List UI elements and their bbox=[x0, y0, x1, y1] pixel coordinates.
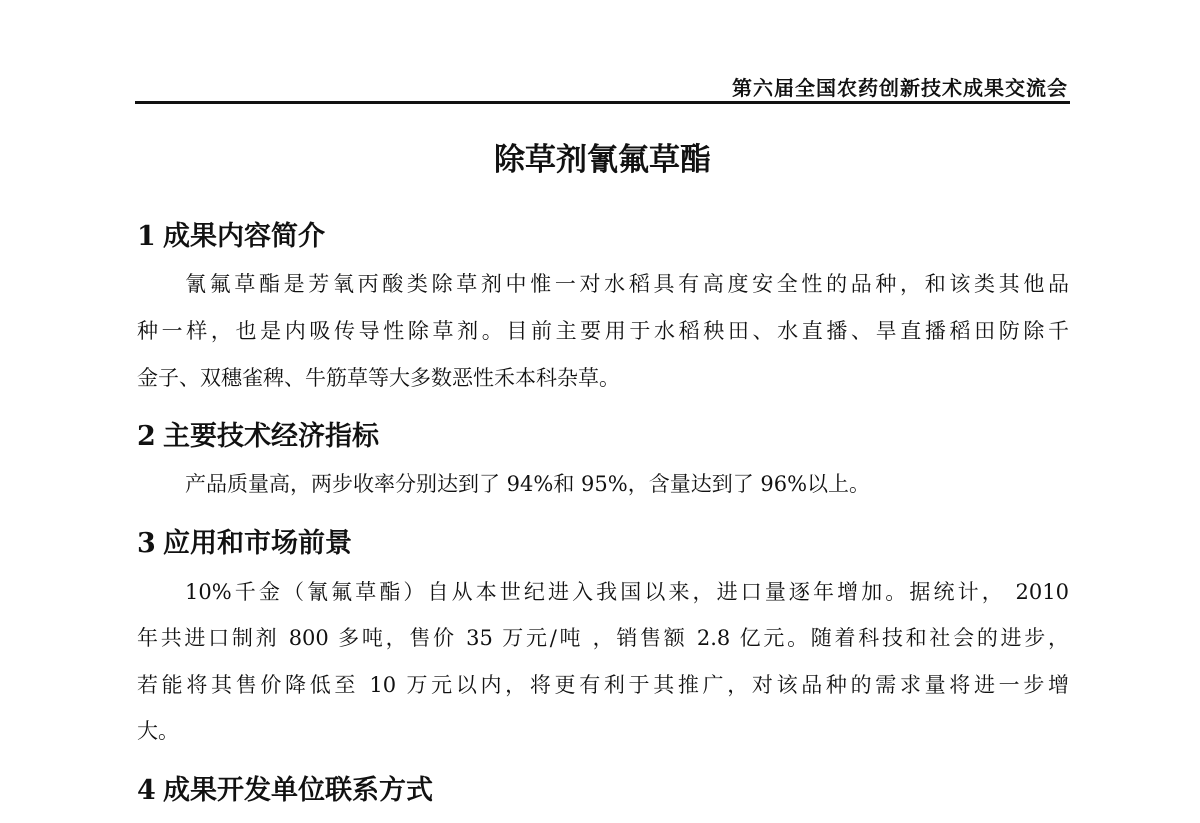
section-4-heading bbox=[137, 768, 433, 807]
section-1-line-3: 金子、双穗雀稗、牛筋草等大多数恶性禾本科杂草。 bbox=[137, 366, 620, 390]
header-rule bbox=[135, 101, 1070, 104]
section-3-line-4: 大。 bbox=[137, 719, 179, 743]
section-3-heading bbox=[137, 521, 352, 560]
section-2-heading bbox=[137, 414, 379, 453]
running-header: 第六届全国农药创新技术成果交流会 bbox=[732, 76, 1068, 100]
section-4-number: 4 bbox=[137, 775, 156, 806]
section-1-number: 1 bbox=[137, 221, 156, 252]
section-4-title: 成果开发单位联系方式 bbox=[163, 775, 433, 806]
section-3-title: 应用和市场前景 bbox=[163, 528, 352, 559]
section-2-line-1: 产品质量高，两步收率分别达到了 94%和 95%，含量达到了 96%以上。 bbox=[185, 472, 871, 496]
section-1-heading bbox=[137, 214, 325, 253]
section-1-line-2: 种一样，也是内吸传导性除草剂。目前主要用于水稻秧田、水直播、旱直播稻田防除千 bbox=[137, 319, 1069, 343]
section-2-title: 主要技术经济指标 bbox=[163, 421, 379, 452]
section-2-number: 2 bbox=[137, 421, 156, 452]
document-title: 除草剂氰氟草酯 bbox=[494, 142, 711, 178]
section-1-title: 成果内容简介 bbox=[163, 221, 325, 252]
section-3-line-2: 年共进口制剂 800 多吨，售价 35 万元/吨 ，销售额 2.8 亿元。随着科技和社会的进步， bbox=[137, 626, 1069, 650]
section-1-line-1: 氰氟草酯是芳氧丙酸类除草剂中惟一对水稻具有高度安全性的品种，和该类其他品 bbox=[185, 272, 1069, 296]
section-3-line-1: 10%千金（氰氟草酯）自从本世纪进入我国以来，进口量逐年增加。据统计， 2010 bbox=[185, 580, 1069, 604]
section-3-line-3: 若能将其售价降低至 10 万元以内，将更有利于其推广，对该品种的需求量将进一步增 bbox=[137, 673, 1069, 697]
section-3-number: 3 bbox=[137, 528, 156, 559]
